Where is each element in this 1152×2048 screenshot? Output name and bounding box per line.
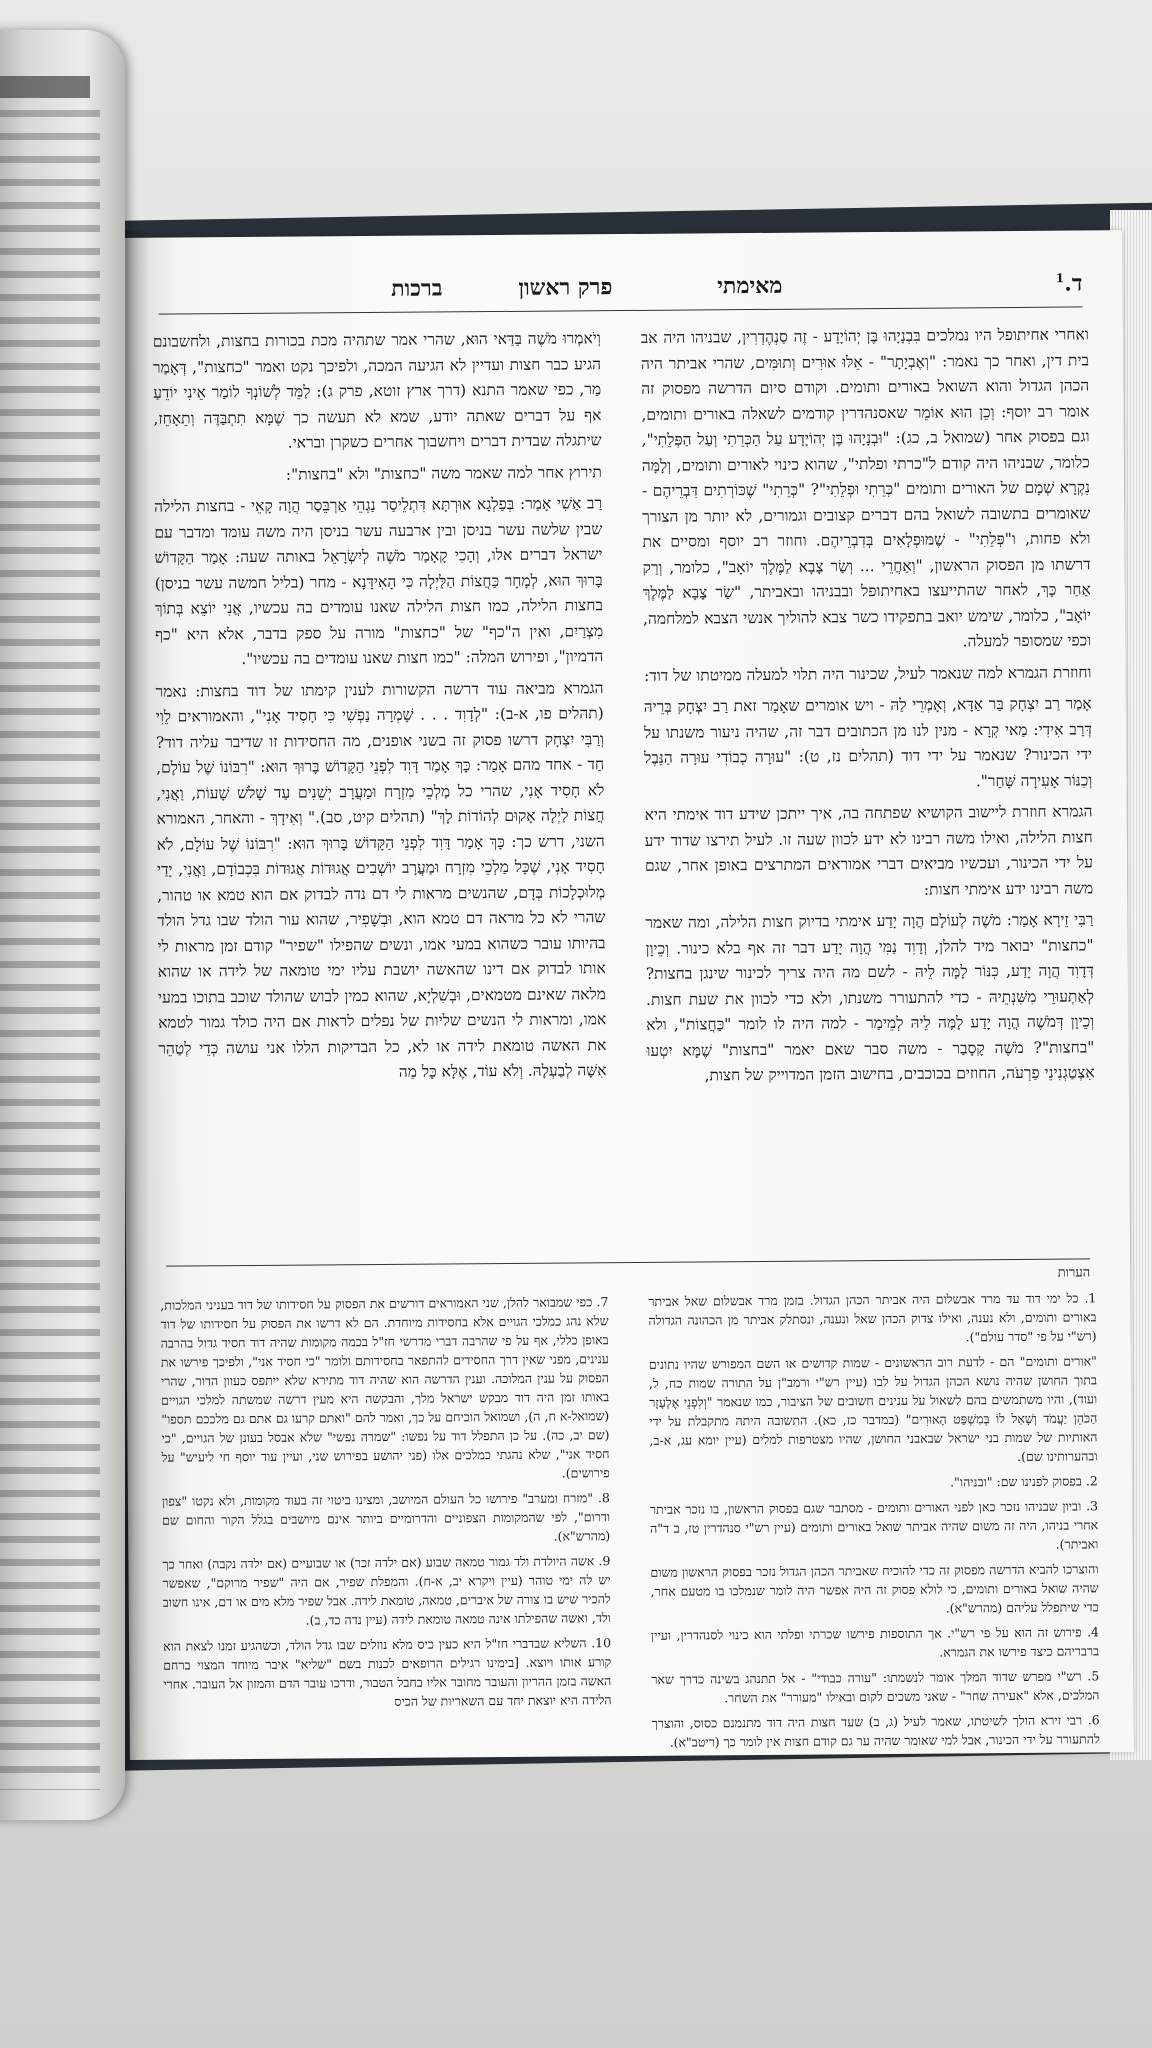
- notes-left-column: [160, 1292, 611, 1719]
- notes-heading: הערות: [1057, 1265, 1091, 1281]
- footnote: 3. וביון שבניהו נזכר כאן לפני האורים ותומים - מסתבר שגם בפסוק הראשון, בו נזכר אביתר אחרי בניהו, היה זה משום שהיה אביתר שואל באורים ותומים (עיין רש"י סנהדרין טז, ב ד"ה ואביתר).: [649, 1498, 1099, 1552]
- notes-right-column: [648, 1288, 1100, 1758]
- main-text-left-column: [153, 326, 607, 1093]
- main-text-right-column: [641, 322, 1095, 1095]
- page-content: [118, 230, 1134, 1760]
- footnote: 6. רבי זירא הולך לשיטתו, שאמר לעיל (ג, ב) שעד חצות היה דוד מתנמנם כסוס, והוצרך להתעורר על ידי הכינור, אבל למי שאומר שהיה ער גם קודם חצות אין לומר כך (ריטב"א).: [651, 1712, 1100, 1750]
- paragraph: אָמַר רַב יִצְחָק בַּר אַדָּא, וְאָמְרֵי לַהּ - ויש אומרים שאָמַר זאת רַב יִצְחָק בְּרֵיהּ דְּרַב אִידִי: מַאי קְרָא - מנין לנו מן הכתובים דבר זה, שהיה ניעור משנתו על ידי הכינור? שנאמר על ידי דוד (תהלים נז, ט): "עוּרָה כְבוֹדִי עוּרָה הַנֵּבֶל וְכִנּוֹר אָעִירָה שָּׁחַר".: [643, 694, 1093, 790]
- paragraph: רַב אַשִׁי אָמַר: בְּפַלְגָא אוּרְתָּא דִּתְלֵיסַר נַגְהֵי אַרְבֵּסַר הֲוָה קָאֵי - בחצות הלילה שבין שלשה עשר בניסן ובין ארבעה עשר בניסן היה משה עומד ומדבר עם ישראל דברים אלו, וְהָכִי קָאָמַר מֹשֶׁה לְיִשְׂרָאֵל באותה שעה: אָמַר הַקָּדוֹשׁ בָּרוּךְ הוּא, לְמָחָר כַּחֲצוֹת הַלַּיְלָה כִּי הָאִידָּנָא - מחר (בליל חמשה עשר בניסן) בחצות הלילה, כמו חצות הלילה שאנו עומדים בה עכשיו, אֲנִי יוֹצֵא בְּתוֹךְ מִצְרַיִם, ואין ה"כף" של "כחצות" מורה על ספק בדבר, אלא היא "כף הדמיון", ופירוש המלה: "כמו חצות שאנו עומדים בה עכשיו".: [154, 494, 604, 669]
- footnote: 8. "מזרח ומערב" פירושו כל העולם המיושב, ומצינו ביטוי זה בעוד מקומות, ולא נקטו "צפון ודרום", לפי שהמקומות הצפוניים והדרומיים ביותר אינם מיושבים בגלל הקור והחום שם (מהרש"א).: [161, 1490, 611, 1544]
- footnote: 9. אשה היולדת ולד גמור טמאה שבוע (אם ילדה זכר) או שבועיים (אם ילדה נקבה) ואחר כך יש לה ימי טוהר (עיין ויקרא יב, א-ח). והמפלת שפיר, אם היה "שפיר מרוקם", שאפשר להכיר שיש בו צורה של איברים, טמאה, טומאת לידה. אבל שפיר מלא מים או דם, אינו חשוב ולד, ואשה שהפילתו אינה טמאה טומאת לידה (עיין נדה כד, ב).: [162, 1553, 611, 1628]
- left-book-page-curved: [0, 30, 125, 1820]
- footnote: "אורים ותומים" הם - לדעת רוב הראשונים - שמות קדושים או השם המפורש שהיו נתונים בתוך החושן שהיה נושא הכהן הגדול על לבו (עיין רש"י ורמב"ן על התורה שמות כח, ל, ועוד), והיו משתמשים בהם לשאול על ענינים חשובים של הציבור, כמו שנאמר "וְלִפְנֵי אֶלְעָזָר הַכֹּהֵן יַעֲמֹד וְשָׁאַל לוֹ בְּמִשְׁפַּט הָאוּרִים" (במדבר כז, כא). התשובה היתה מתקבלת על ידי האותיות של שמות בני ישראל שבאבני החושן, שהיו מצטרפות למלים (עיין יומא עג, א-ב, ובהערותינו שם).: [648, 1353, 1098, 1464]
- footnote: והוצרכו להביא הדרשה מפסוק זה כדי להוכיח שאביתר הכהן הגדול נזכר בפסוק הראשון משום שהיה שואל באורים ותומים, כי לולא פסוק זה היה אפשר היה לומר שנמלכו בו מטעם אחר, כדי שיתפלל עליהם (מהרש"א).: [650, 1561, 1099, 1616]
- page-number: ד.$^1$: [1055, 270, 1083, 297]
- paragraph: תירוץ אחר למה שאמר משה "כחצות" ולא "בחצות":: [285, 462, 602, 484]
- chapter-title: מאימתי: [717, 272, 783, 300]
- footnote: 1. כל ימי דוד עד מרד אבשלום היה אביתר הכהן הגדול. בזמן מרד אבשלום שאל אביתר באורים ותומים, ולא נענה, ואילו צדוק הכהן שאל ונענה, ונסתלק אביתר מן הכהונה הגדולה (רש"י על פי "סדר עולם").: [648, 1290, 1097, 1345]
- paragraph: הגמרא חוזרת ליישוב הקושיא שפתחה בה, איך ייתכן שידע דוד אימתי היא חצות הלילה, ואילו משה רבינו לא ידע לכוון שעה זו. לעיל תירצו שדוד ידע על ידי הכינור, ועכשיו מביאים דברי אמוראים המתרצים באופן אחר, שגם משה רבינו ידע אימתי חצות:: [644, 802, 1094, 899]
- tractate-title: ברכות: [391, 275, 443, 302]
- paragraph: וחוזרת הגמרא למה שנאמר לעיל, שכינור היה תלוי למעלה ממיטתו של דוד:: [644, 662, 1092, 685]
- left-page-header-blur: [0, 76, 90, 98]
- chapter-label: פרק ראשון: [518, 274, 613, 301]
- paragraph: הגמרא מביאה עוד דרשה הקשורות לענין קימתו של דוד בחצות: נאמר (תהלים פו, א-ב): "לְדָוִד . . . שָׁמְרָה נַפְשִׁי כִּי חָסִיד אָנִי", והאמוראים לֵוִי וְרַבִּי יִצְחָק דרשו פסוק זה בשני אופנים, מה החסידות זו שדיבר עליה דוד? חַד - אחד מהם אָמַר: כָּךְ אָמַר דָּוִד לִפְנֵי הַקָּדוֹשׁ בָּרוּךְ הוּא: "רִבּוֹנוֹ שֶׁל עוֹלָם, לֹא חָסִיד אָנִי, שהרי כל מַלְכֵי מִזְרָח וּמַעֲרָב יְשֵׁנִים עַד שָׁלֹשׁ שָׁעוֹת, וַאֲנִי, חֲצוֹת לַיְלָה אָקוּם לְהוֹדוֹת לָךְ" (תהלים קיט, סב)." וְאִידָךְ - והאחר, האמורא השני, דרש כך: כָּךְ אָמַר דָּוִד לִפְנֵי הַקָּדוֹשׁ בָּרוּךְ הוּא: "רִבּוֹנוֹ שֶׁל עוֹלָם, לֹא חָסִיד אָנִי, שֶׁכָּל מַלְכֵי מִזְרָח וּמַעֲרָב יוֹשְׁבִים אֲגוּדוֹת אֲגוּדוֹת בִּכְבוֹדָם, וַאֲנִי, יָדַי מְלוּכְלָכוֹת בְּדָם, שהנשים מראות לי דם נדה לבדוק אם הוא טמא או טהור, שהרי לא כל מראה דם טמא הוא, וּבְשָׁפִיר, שהוא עור הולד שבו גדל הולד בהיותו עובר כשהוא במעי אמו, ונשים שהפילו "שפיר" קודם זמן מראות לי אותו לבדוק אם דינו שהאשה יושבת עליו ימי טומאה של לידה או שהוא מלאה שאינם מטמאים, וּבְשִׁלְיָא, שהוא כמין לבוש שהולד שוכב בתוכו במעי אמו, ומראות לי הנשים שליות של נפלים לראות אם היה כולד גמור לטמא את האשה טומאת לידה או לא, כל הבדיקות הללו אני עושה כְּדֵי לְטַהֵר אִשָּׁה לְבַעְלָהּ. וְלֹא עוֹד, אֶלָּא כָּל מַה: [155, 678, 607, 1081]
- running-head: [158, 270, 1082, 314]
- right-book-page: [118, 230, 1134, 1760]
- notes-divider: [166, 1258, 1090, 1266]
- footnote: 2. בפסוק לפנינו שם: "ובניהו".: [950, 1473, 1098, 1490]
- footnote: 7. כפי שמבואר להלן, שני האמוראים דורשים את הפסוק על חסידותו של דוד בעניני המלכות, שלא נהג כמלכי הגויים אלא בחסידות מיוחדת. הם לא דרשו את הפסוק על חסידותו של דוד באופן כללי, אף על פי שהרבה דברי מדרשי חז"ל בכמה מקומות שהיה דוד חסיד גדול בהרבה ענינים, מפני שאין דרך החסידים להתפאר בחסידותם ולומר "כי חסיד אני", ולפיכך פירשו את הפסוק על ענין המלוכה. וענין הדרשה הוא שהיה דוד מתירא שלא ייתפס כעוון הדור, שהרי באותו זמן היה דוד מבקש ישראל מלך, והבקשה היא מעין דרשה שמשתה למלכי הגויים (שמואל-א ח, ה), ושמואל הוכיחם על כך, ואמר להם "ואתם קרעו גם אתם גם מלככם תספו" (שם יב, כה). על כן התפלל דוד על נפשו: "שמרה נפשי" שלא אבסל בעונן של הגויים, "כי חסיד אני", שלא נהגתי כמלכים אלו (פני יהושע בפירוש שני, ועיין עוד יוסף חי ליעיש" על פירושים).: [160, 1294, 610, 1481]
- footnote: 5. רש"י מפרש שדוד המלך אומר לנשמתו: "עורה כבודי" - אל תתנהג בשינה כדרך שאר המלכים, אלא "אעירה שחר" - שאני משכים לקום ובאילו "מעורר" את השחר.: [651, 1668, 1100, 1706]
- left-page-text-blur: [0, 110, 100, 1790]
- paragraph: ואחרי אחיתופל היו נמלכים בִּבְנָיָהוּ בֶּן יְהוֹיָדָע - זֶה סַנְהֶדְרִין, שבניהו היה אב בית דין, ואחר כך נאמר: "וְאֶבְיָתָר" - אֵלּוּ אוּרִים וְתוּמִּים, שהרי אביתר היה הכהן הגדול והוא השואל באורים ותומים. וקודם סיום הדרשה מפסוק זה אומר רב יוסף: וְכֵן הוּא אוֹמֵר שאסנהדרין קודמים לשאלה באורים ותומים, וגם בפסוק אחר (שמואל ב, כג): "וּבְנָיָהוּ בֶּן יְהוֹיָדָע עַל הַכְּרֵתִי וְעַל הַפְּלֵתִי", כלומר, שבניהו היה קודם ל"כרתי ופלתי", שהוא כינוי לאורים ותומים, וְלָמָּה נִקְרָא שְׁמָם של האורים ותומים "כְּרֵתִי וּפְלֵתִי"? "כְּרֵתִי" שֶׁכּוֹרְתִים דִּבְרֵיהֶם - שאומרים בתשובה לשואל בהם דברים קצובים וגמורים, לא יותר מן הצורך ולא פחות, ו"פְּלֵתִי" - שֶׁמּוּפְלָאִים בְּדִבְרֵיהֶם. וחוזר רב יוסף ומסיים את דרשתו מן הפסוק הראשון, "וְאַחֲרֵי ... וְשַׂר צָבָא לַמֶּלֶךְ יוֹאָב", כלומר, וְרַק אַחַר כָּךְ, לאחר שהתייעצו באחיתופל ובבניהו ובאביתר, "שַׂר צָבָא לַמֶּלֶךְ יוֹאָב", כלומר, שימש יואב בתפקידו כשר צבא להוליך אנשי הצבא למלחמה, וכפי שמסופר למעלה.: [640, 325, 1092, 651]
- footnote: 10. השליא שבדברי חז"ל היא כעין כיס מלא נוזלים שבו גדל הולד, וכשהגיע זמנו לצאת הוא קורע אותו ויוצא. [בימינו רגילים הרופאים לכנות בשם "שליא" איבר מיוחד המצוי ברחם האשה בזמן ההריון והעובר מחובר אליו בחבל הטבור, ודרכו עובר הדם והמזון אל העובר. אחרי הלידה היא יוצאת יחד עם השאריות של הכיס: [163, 1635, 612, 1709]
- paragraph: וְיֹאמְרוּ מֹשֶׁה בַּדַּאי הוּא, שהרי אמר שתהיה מכת בכורות בחצות, ולחשבונם הגיע כבר חצות ועדיין לא הגיעה המכה, ולפיכך נקט ואמר "כחצות", דְּאָמַר מַר, כפי שאמר התנא (דרך ארץ זוטא, פרק ג): לַמֵּד לְשׁוֹנְךָ לוֹמַר אֵינִי יוֹדֵעַ אף על דברים שאתה יודע, שמא לא תעשה כך שֶׁמָּא תִתְבַּדֶּה וְתֵאָחֵז, שיתגלה שבדית דברים ויחשבוך אחרים כשקרן ובראי.: [152, 329, 602, 452]
- paragraph: רַבִּי זֵירָא אָמַר: מֹשֶׁה לְעוֹלָם הֲוָה יָדַע אימתי בדיוק חצות הלילה, ומה שאמר "כחצות" יבואר מיד להלן, וְדָוִד נַמִּי הֲוָה יָדַע דבר זה אף בלא כינור. וְכֵיוָן דְּדָוִד הֲוָה יָדַע, כִּנּוֹר לָמָּה לֵיהּ - לשם מה היה צריך לכינור שינגן בחצות? לְאַתְעוּרֵי מִשִּׁנְתֵיהּ - כדי להתעורר משנתו, ולא כדי לכוון את שעת חצות. וְכֵיוָן דְּמֹשֶׁה הֲוָה יָדַע לָמָּה לֵיהּ לְמֵימַר - למה היה לו לומר "כַּחֲצוֹת", ולא "בחצות"? מֹשֶׁה קָסָבַר - משה סבר שאם יאמר "בחצות" שֶׁמָּא יִטְעוּ אִצְטַגְנִינֵי פַרְעֹה, החוזים בכוכבים, בחישוב הזמן המדוייק של חצות,: [645, 910, 1095, 1085]
- footnote: 4. פירוש זה הוא על פי רש"י. אך התוספות פירשו שכרתי ופלתי הוא כינוי לסנהדרין, ועיין ברבריהם כיצד פירשו את הגמרא.: [650, 1624, 1100, 1660]
